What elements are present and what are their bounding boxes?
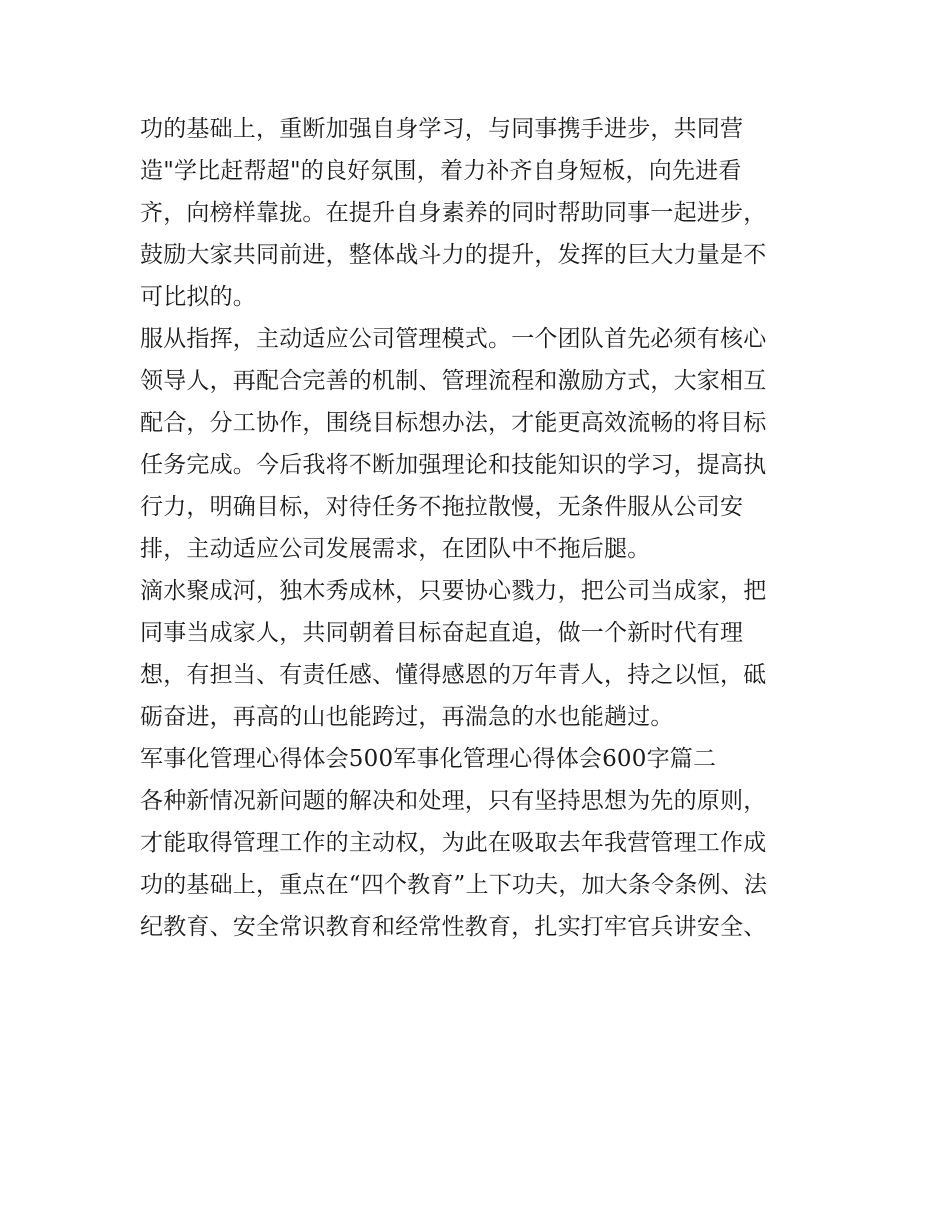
text-line: 齐，向榜样靠拢。在提升自身素养的同时帮助同事一起进步， xyxy=(140,200,767,226)
text-line: 鼓励大家共同前进，整体战斗力的提升，发挥的巨大力量是不 xyxy=(140,242,767,268)
text-line: 同事当成家人，共同朝着目标奋起直追，做一个新时代有理 xyxy=(140,620,744,646)
text-line: 纪教育、安全常识教育和经常性教育，扎实打牢官兵讲安全、 xyxy=(140,914,767,940)
text-line: 服从指挥，主动适应公司管理模式。一个团队首先必须有核心 xyxy=(140,326,767,352)
text-line: 领导人，再配合完善的机制、管理流程和激励方式，大家相互 xyxy=(140,368,767,394)
text-line: 想，有担当、有责任感、懂得感恩的万年青人，持之以恒，砥 xyxy=(140,662,767,688)
text-line: 砺奋进，再高的山也能跨过，再湍急的水也能趟过。 xyxy=(140,704,674,730)
text-line: 滴水聚成河，独木秀成林，只要协心戮力，把公司当成家，把 xyxy=(140,578,767,604)
text-line: 各种新情况新问题的解决和处理，只有坚持思想为先的原则， xyxy=(140,788,767,814)
text-line: 才能取得管理工作的主动权，为此在吸取去年我营管理工作成 xyxy=(140,830,767,856)
section-heading: 军事化管理心得体会500军事化管理心得体会600字篇二 xyxy=(140,746,717,772)
text-line: 行力，明确目标，对待任务不拖拉散慢，无条件服从公司安 xyxy=(140,494,744,520)
text-line: 排，主动适应公司发展需求，在团队中不拖后腿。 xyxy=(140,536,651,562)
text-line: 功的基础上，重点在“四个教育”上下功夫，加大条令条例、法 xyxy=(140,872,768,898)
text-line: 造"学比赶帮超"的良好氛围，着力补齐自身短板，向先进看 xyxy=(140,158,742,184)
text-line: 功的基础上，重断加强自身学习，与同事携手进步，共同营 xyxy=(140,116,744,142)
text-line: 可比拟的。 xyxy=(140,284,256,310)
document-body xyxy=(140,108,812,948)
text-line: 任务完成。今后我将不断加强理论和技能知识的学习，提高执 xyxy=(140,452,767,478)
text-line: 配合，分工协作，围绕目标想办法，才能更高效流畅的将目标 xyxy=(140,410,767,436)
